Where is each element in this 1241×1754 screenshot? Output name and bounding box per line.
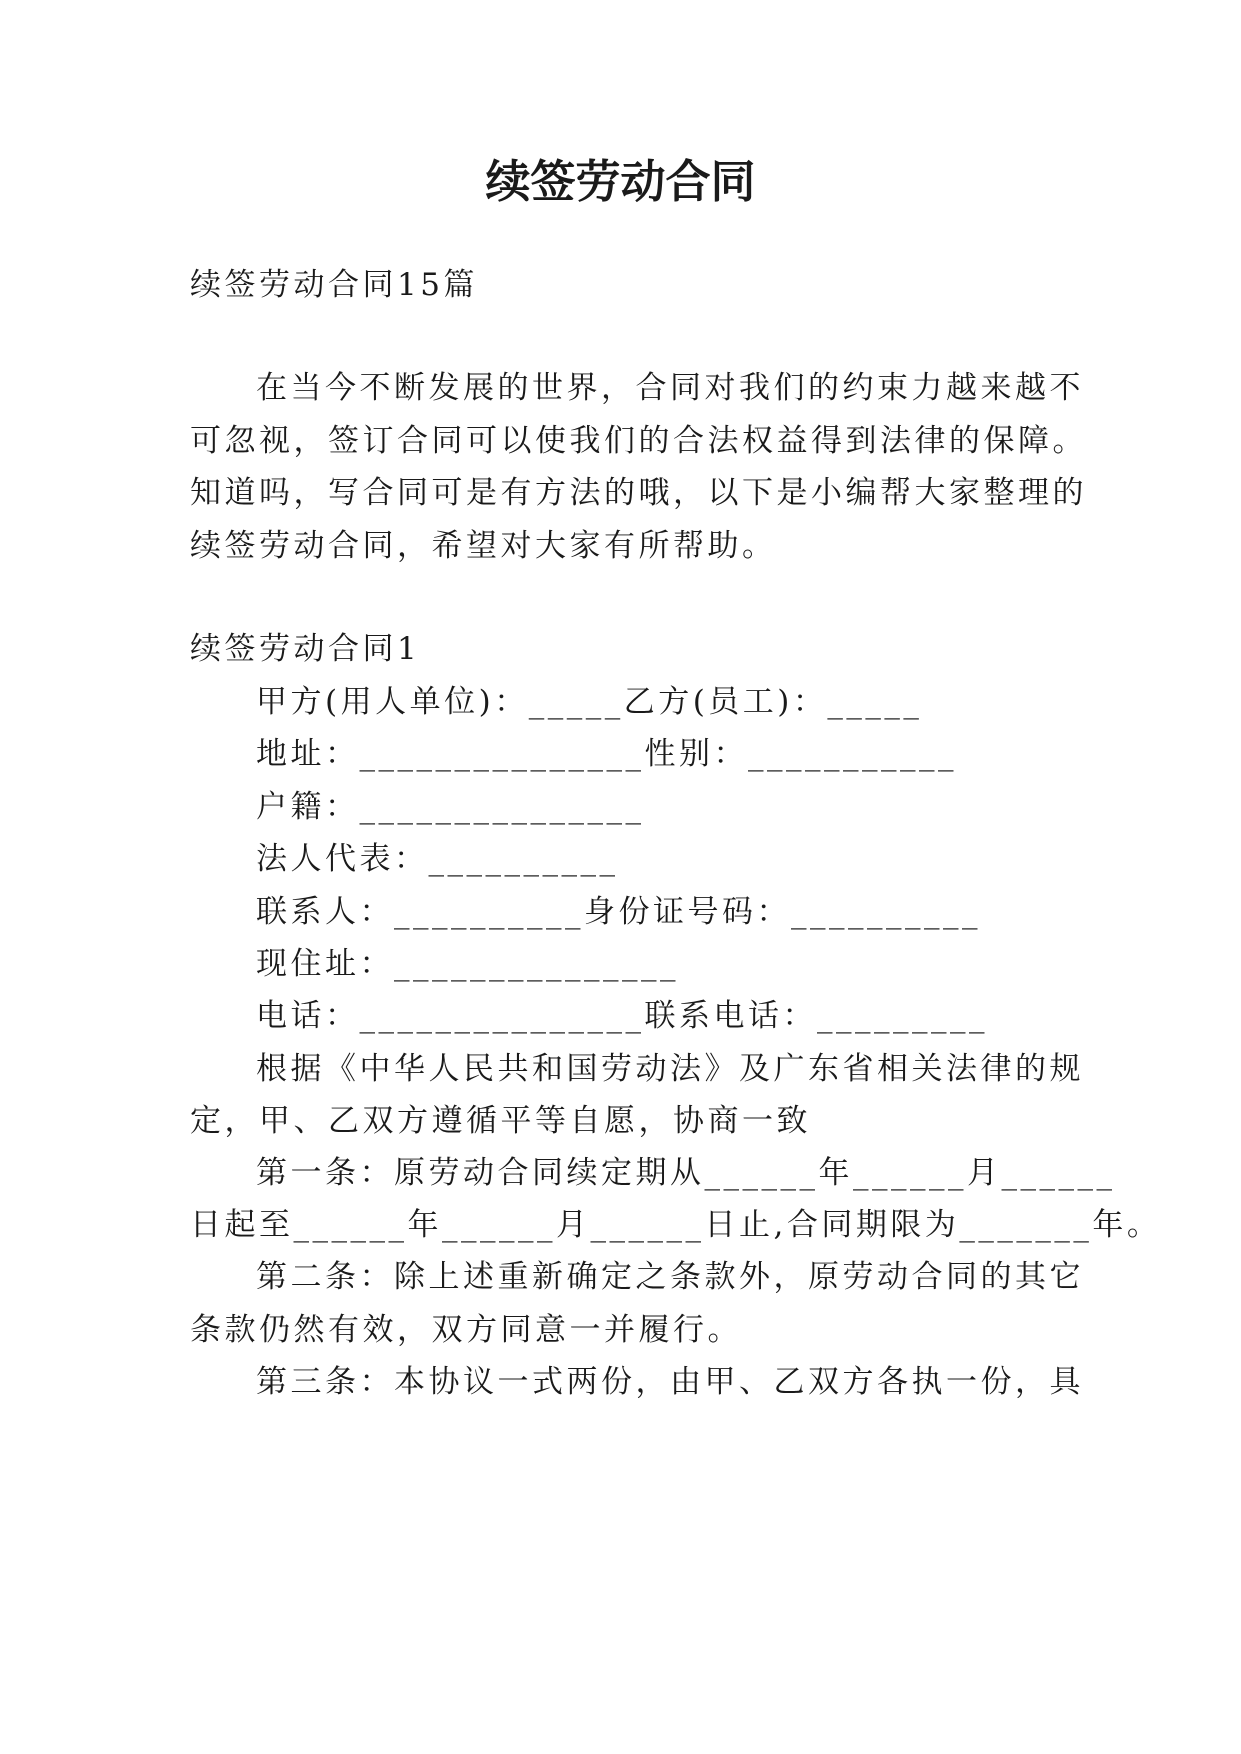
body-line-1: 根据《中华人民共和国劳动法》及广东省相关法律的规 <box>256 1051 1084 1087</box>
page-title: 续签劳动合同 <box>485 155 756 208</box>
intro-line-2: 可忽视，签订合同可以使我们的合法权益得到法律的保障。 <box>190 423 1087 459</box>
body-line-2: 定，甲、乙双方遵循平等自愿，协商一致 <box>190 1103 811 1139</box>
article-2-line-1: 第二条：除上述重新确定之条款外，原劳动合同的其它 <box>256 1259 1084 1295</box>
article-2-line-2: 条款仍然有效，双方同意一并履行。 <box>190 1312 742 1348</box>
field-household: 户籍：_______________ <box>256 789 645 825</box>
article-1-line-2: 日起至______年______月______日止,合同期限为_______年。 <box>190 1207 1162 1243</box>
field-contact-id: 联系人：__________身份证号码：__________ <box>256 894 981 930</box>
field-current-address: 现住址：_______________ <box>256 946 679 982</box>
article-1-line-1: 第一条：原劳动合同续定期从______年______月______ <box>256 1155 1116 1191</box>
field-phone: 电话：_______________联系电话：_________ <box>256 998 988 1034</box>
intro-line-4: 续签劳动合同，希望对大家有所帮助。 <box>190 528 777 564</box>
section-heading: 续签劳动合同1 <box>190 631 421 667</box>
document-subtitle: 续签劳动合同15篇 <box>190 267 478 303</box>
field-legal-rep: 法人代表：__________ <box>256 841 619 877</box>
field-party-ab: 甲方(用人单位)：_____乙方(员工)：_____ <box>256 684 923 720</box>
field-address-gender: 地址：_______________性别：___________ <box>256 736 957 772</box>
article-3-line-1: 第三条：本协议一式两份，由甲、乙双方各执一份，具 <box>256 1364 1084 1400</box>
intro-line-3: 知道吗，写合同可是有方法的哦，以下是小编帮大家整理的 <box>190 475 1087 511</box>
intro-line-1: 在当今不断发展的世界，合同对我们的约束力越来越不 <box>256 370 1084 406</box>
